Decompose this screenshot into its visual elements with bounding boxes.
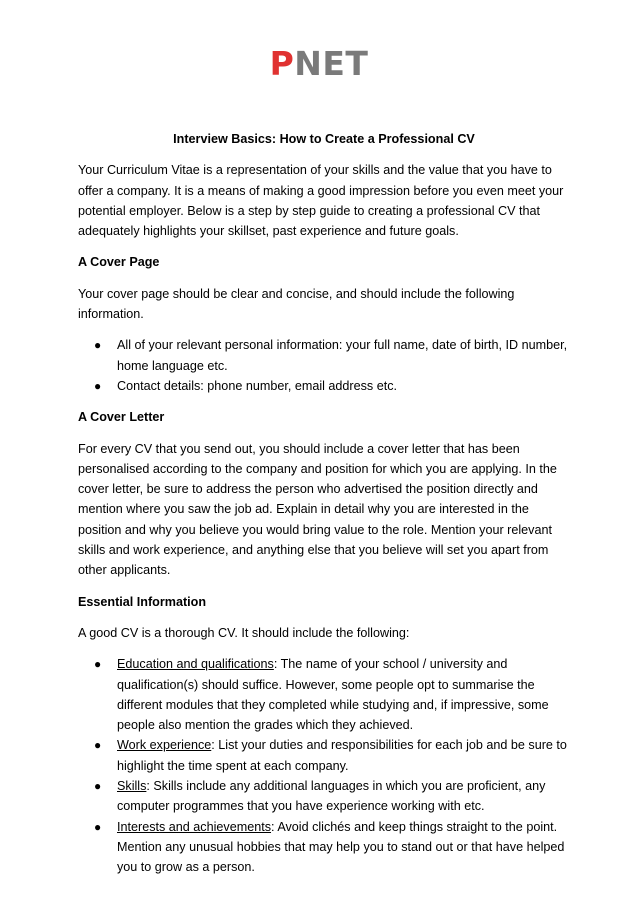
bullet-icon: ● [94,378,102,393]
essential-info-list [78,654,570,877]
cover-page-heading: A Cover Page [78,255,160,270]
list-item [78,654,570,735]
document-body [78,129,570,889]
bullet-icon: ● [94,657,102,672]
pnet-logo [0,44,638,84]
cover-letter-paragraph: For every CV that you send out, you should include a cover letter that has been personalised according to the company and position for which you are applying. In the cover letter, be sure to address the person who advertised the position directly and mention where you saw the job ad. Explain in detail why you are interested in the position and why you believe you would bring value to the role. Mention your relevant skills and work experience, and anything else that you believe will set you apart from other applicants. [78,441,557,578]
cover-letter-heading: A Cover Letter [78,410,165,425]
bullet-icon: ● [94,738,102,753]
list-item-text: : Avoid clichés and keep things straight to the point. Mention any unusual hobbies that may help you to stand out or that have helped you to grow as a person. [117,819,565,875]
list-item-text: : The name of your school / university and qualification(s) should suffice. However, some people opt to summarise the different modules that they completed while studying and, if impressive, some people also mention the grades which they achieved. [117,657,549,733]
logo-letters-net: NET [294,44,369,83]
bullet-icon: ● [94,819,102,834]
cover-page-paragraph: Your cover page should be clear and concise, and should include the following information. [78,286,515,322]
list-item-term: Interests and achievements [117,819,272,834]
list-item-text: : Skills include any additional languages in which you are proficient, any computer programmes that you have experience working with etc. [117,779,546,814]
document-title: Interview Basics: How to Create a Professional CV [173,132,475,146]
intro-paragraph: Your Curriculum Vitae is a representation of your skills and the value that you have to offer a company. It is a means of making a good impression before you even meet your potential employer. Below is a step by step guide to creating a professional CV that adequately highlights your skillset, past experience and future goals. [78,163,564,239]
list-item [78,817,570,878]
list-item [78,335,570,376]
logo-letter-p: P [269,44,295,83]
cover-page-list [78,335,570,396]
bullet-icon: ● [94,779,102,794]
list-item-text: All of your relevant personal information: your full name, date of birth, ID number, home language etc. [117,338,568,373]
list-item [78,776,570,817]
bullet-icon: ● [94,338,102,353]
list-item-term: Skills [117,779,147,794]
essential-info-heading: Essential Information [78,594,207,609]
list-item-term: Education and qualifications [117,657,274,672]
list-item-term: Work experience [117,738,212,753]
list-item-text: : List your duties and responsibilities for each job and be sure to highlight the time spent at each company. [117,738,567,773]
list-item-text: Contact details: phone number, email address etc. [117,378,398,393]
essential-info-paragraph: A good CV is a thorough CV. It should include the following: [78,625,410,640]
list-item [78,735,570,776]
list-item [78,376,570,396]
